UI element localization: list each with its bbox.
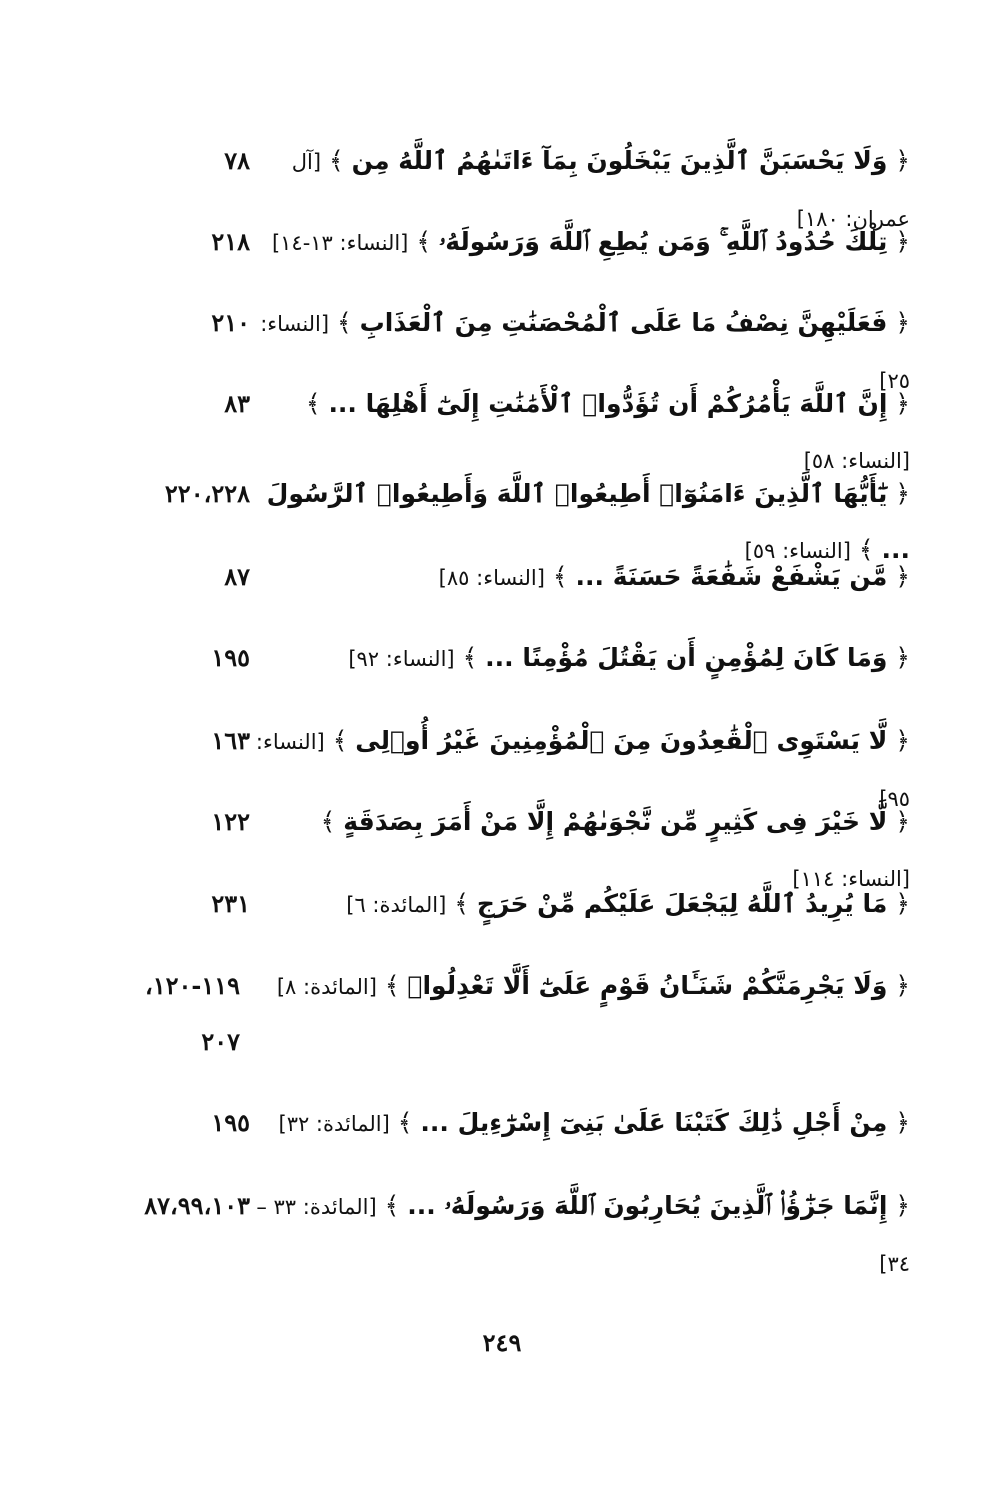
ornate-bracket-open-icon: ﴿ <box>895 562 910 591</box>
verse-reference: [النساء: ٥٨] <box>803 449 910 473</box>
page-references: ٢١٨ <box>211 227 250 256</box>
ornate-bracket-open-icon: ﴿ <box>895 726 910 755</box>
verse-text: تِلْكَ حُدُودُ ٱللَّهِ ۚ وَمَن يُطِعِ ٱللَّهَ وَرَسُولَهُۥ <box>438 227 888 256</box>
verse-line <box>250 958 910 1015</box>
verse-reference: [النساء: ٨٥] <box>438 566 545 590</box>
verse-text: مِنْ أَجْلِ ذَٰلِكَ كَتَبْنَا عَلَىٰ بَنِىٓ إِسْرَٰٓءِيلَ ... <box>420 1108 888 1137</box>
ornate-bracket-close-icon: ﴾ <box>416 227 431 256</box>
ornate-bracket-open-icon: ﴿ <box>895 227 910 256</box>
verse-text: وَلَا يَحْسَبَنَّ ٱلَّذِينَ يَبْخَلُونَ بِمَآ ءَاتَىٰهُمُ ٱللَّهُ مِن <box>351 146 888 175</box>
ornate-bracket-close-icon: ﴾ <box>454 889 469 918</box>
ornate-bracket-open-icon: ﴿ <box>895 807 910 836</box>
page-references: ١٩٥ <box>211 643 250 672</box>
verse-line <box>250 1095 910 1152</box>
page-references: ٨٧ <box>224 562 250 591</box>
verse-text: وَلَا يَجْرِمَنَّكُمْ شَنَـَٔانُ قَوْمٍ عَلَىٰٓ أَلَّا تَعْدِلُوا۟ <box>407 971 888 1000</box>
verse-reference: [النساء: ٩٢] <box>348 647 455 671</box>
ornate-bracket-open-icon: ﴿ <box>895 889 910 918</box>
verse-line <box>250 549 910 606</box>
ornate-bracket-close-icon: ﴾ <box>552 562 568 591</box>
page-references: ٢٢٠،٢٢٨ <box>164 479 250 508</box>
verse-text: لَّا خَيْرَ فِى كَثِيرٍ مِّن نَّجْوَىٰهُمْ إِلَّا مَنْ أَمَرَ بِصَدَقَةٍ <box>343 807 888 836</box>
ornate-bracket-open-icon: ﴿ <box>895 643 910 672</box>
verse-text: مَا يُرِيدُ ٱللَّهُ لِيَجْعَلَ عَلَيْكُم مِّنْ حَرَجٍ <box>476 889 888 918</box>
verse-reference: [المائدة: ٣٣ – ٣٤] <box>256 1195 910 1276</box>
ornate-bracket-close-icon: ﴾ <box>462 643 478 672</box>
ornate-bracket-close-icon: ﴾ <box>329 146 344 175</box>
verse-reference: [آل عمران: ١٨٠] <box>291 150 910 231</box>
ornate-bracket-open-icon: ﴿ <box>895 1191 910 1220</box>
page-references: ١٩٥ <box>211 1108 250 1137</box>
page-references: ٨٣ <box>224 389 250 418</box>
verse-reference: [المائدة: ٣٢] <box>278 1112 390 1136</box>
ornate-bracket-close-icon: ﴾ <box>320 807 336 836</box>
verse-reference: [النساء: ٥٩] <box>744 539 851 563</box>
verse-reference: [المائدة: ٦] <box>346 893 447 917</box>
verse-text: إِنَّ ٱللَّهَ يَأْمُرُكُمْ أَن تُؤَدُّوا۟ ٱلْأَمَٰنَٰتِ إِلَىٰٓ أَهْلِهَا ... <box>328 389 888 418</box>
ornate-bracket-close-icon: ﴾ <box>384 971 400 1000</box>
verse-line <box>250 630 910 687</box>
verse-reference: [النساء: ٩٥] <box>255 730 910 811</box>
verse-line <box>250 214 910 271</box>
verse-text: مَّن يَشْفَعْ شَفَٰعَةً حَسَنَةً ... <box>575 562 888 591</box>
verse-text: إِنَّمَا جَزَٰٓؤُا۟ ٱلَّذِينَ يُحَارِبُونَ ٱللَّهَ وَرَسُولَهُۥ ... <box>407 1191 888 1220</box>
ornate-bracket-close-icon: ﴾ <box>384 1191 400 1220</box>
page-number: ٢٤٩ <box>482 1328 522 1357</box>
ornate-bracket-open-icon: ﴿ <box>895 308 910 337</box>
page-references: ٨٧،٩٩،١٠٣ <box>144 1191 250 1220</box>
ornate-bracket-close-icon: ﴾ <box>305 389 321 418</box>
ornate-bracket-open-icon: ﴿ <box>895 479 910 508</box>
ornate-bracket-close-icon: ﴾ <box>858 535 874 564</box>
page-references: ١٢٢ <box>211 807 250 836</box>
ornate-bracket-close-icon: ﴾ <box>337 308 352 337</box>
verse-reference: [النساء: ٢٥] <box>260 312 910 393</box>
page-references: ٢٣١ <box>211 889 250 918</box>
ornate-bracket-open-icon: ﴿ <box>895 971 910 1000</box>
ornate-bracket-open-icon: ﴿ <box>895 389 910 418</box>
page-references: ٢١٠ <box>211 308 250 337</box>
verse-text: لَّا يَسْتَوِى ٱلْقَٰعِدُونَ مِنَ ٱلْمُؤْمِنِينَ غَيْرُ أُو۟لِى <box>355 726 888 755</box>
page-references: ١١٩-١٢٠، ٢٠٧ <box>144 971 240 1056</box>
ornate-bracket-open-icon: ﴿ <box>895 1108 910 1137</box>
verse-line <box>250 1178 910 1292</box>
verse-text: فَعَلَيْهِنَّ نِصْفُ مَا عَلَى ٱلْمُحْصَنَٰتِ مِنَ ٱلْعَذَابِ <box>359 308 888 337</box>
verse-reference: [النساء: ١١٤] <box>792 867 910 891</box>
verse-text: يَٰٓأَيُّهَا ٱلَّذِينَ ءَامَنُوٓا۟ أَطِيعُوا۟ ٱللَّهَ وَأَطِيعُوا۟ ٱلرَّسُولَ ... <box>266 479 910 564</box>
verse-reference: [النساء: ١٣-١٤] <box>271 231 409 255</box>
ornate-bracket-open-icon: ﴿ <box>895 146 910 175</box>
page-references: ١٦٣ <box>211 726 250 755</box>
ornate-bracket-close-icon: ﴾ <box>332 726 348 755</box>
ornate-bracket-close-icon: ﴾ <box>397 1108 413 1137</box>
verse-text: وَمَا كَانَ لِمُؤْمِنٍ أَن يَقْتُلَ مُؤْمِنًا ... <box>485 643 888 672</box>
page-references: ٧٨ <box>224 146 250 175</box>
verse-reference: [المائدة: ٨] <box>276 975 377 999</box>
verse-line <box>250 876 910 933</box>
